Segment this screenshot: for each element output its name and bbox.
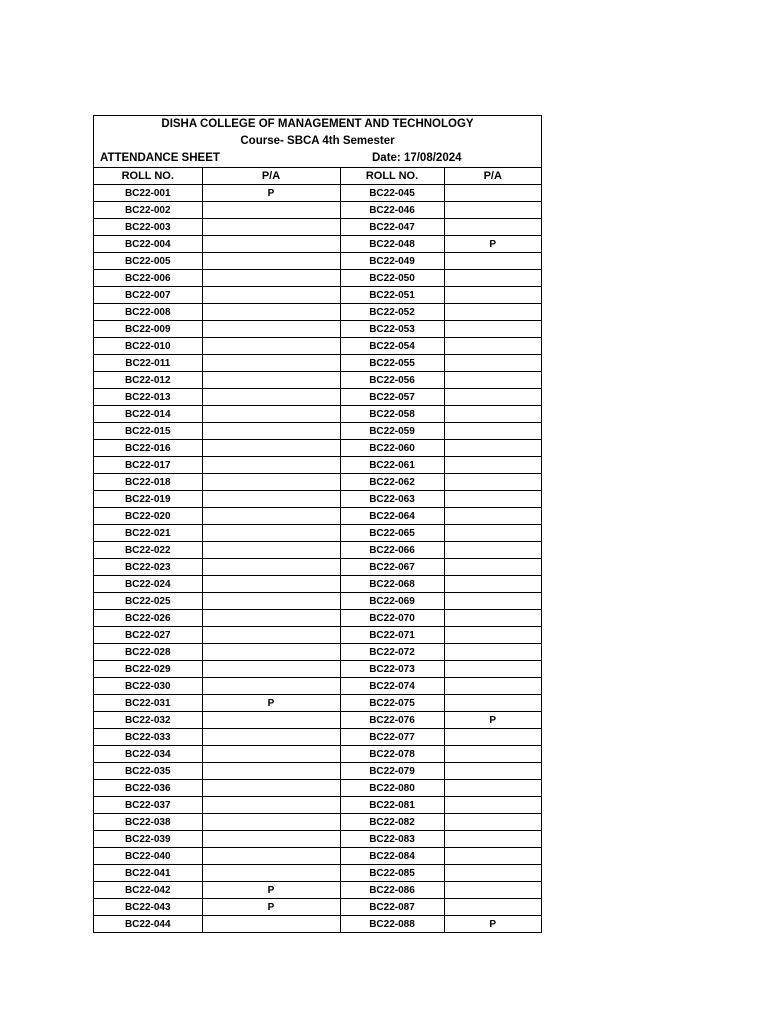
roll-no-cell: BC22-082 — [340, 814, 444, 831]
roll-no-cell: BC22-006 — [94, 270, 202, 287]
attendance-cell — [444, 780, 541, 797]
attendance-cell — [202, 355, 340, 372]
attendance-cell — [444, 338, 541, 355]
attendance-cell — [444, 372, 541, 389]
attendance-cell — [202, 729, 340, 746]
roll-no-cell: BC22-039 — [94, 831, 202, 848]
roll-no-cell: BC22-012 — [94, 372, 202, 389]
roll-no-cell: BC22-011 — [94, 355, 202, 372]
attendance-cell — [444, 763, 541, 780]
roll-no-cell: BC22-087 — [340, 899, 444, 916]
sheet-title: ATTENDANCE SHEET — [100, 152, 220, 164]
attendance-cell — [444, 525, 541, 542]
table-row — [94, 474, 541, 491]
attendance-cell — [202, 321, 340, 338]
attendance-cell — [202, 576, 340, 593]
roll-no-cell: BC22-060 — [340, 440, 444, 457]
column-header-pa: P/A — [444, 168, 541, 185]
attendance-cell — [444, 848, 541, 865]
sheet-date: Date: 17/08/2024 — [372, 152, 462, 164]
table-body — [94, 185, 541, 933]
attendance-cell — [202, 338, 340, 355]
roll-no-cell: BC22-076 — [340, 712, 444, 729]
attendance-cell — [202, 219, 340, 236]
roll-no-cell: BC22-047 — [340, 219, 444, 236]
roll-no-cell: BC22-052 — [340, 304, 444, 321]
attendance-cell — [202, 508, 340, 525]
roll-no-cell: BC22-051 — [340, 287, 444, 304]
attendance-cell — [444, 253, 541, 270]
roll-no-cell: BC22-084 — [340, 848, 444, 865]
table-row — [94, 644, 541, 661]
attendance-cell — [202, 253, 340, 270]
attendance-cell — [444, 831, 541, 848]
table-row — [94, 253, 541, 270]
roll-no-cell: BC22-056 — [340, 372, 444, 389]
table-row — [94, 916, 541, 933]
roll-no-cell: BC22-040 — [94, 848, 202, 865]
attendance-cell — [202, 287, 340, 304]
attendance-cell — [444, 542, 541, 559]
attendance-cell: P — [444, 712, 541, 729]
roll-no-cell: BC22-026 — [94, 610, 202, 627]
attendance-cell — [444, 695, 541, 712]
table-row — [94, 746, 541, 763]
attendance-cell — [444, 270, 541, 287]
attendance-cell — [202, 372, 340, 389]
roll-no-cell: BC22-009 — [94, 321, 202, 338]
attendance-cell — [444, 678, 541, 695]
attendance-cell: P — [202, 185, 340, 202]
roll-no-cell: BC22-035 — [94, 763, 202, 780]
attendance-cell — [202, 780, 340, 797]
attendance-cell — [202, 644, 340, 661]
table-row — [94, 236, 541, 253]
attendance-cell — [444, 746, 541, 763]
table-row — [94, 814, 541, 831]
table-row — [94, 270, 541, 287]
roll-no-cell: BC22-061 — [340, 457, 444, 474]
roll-no-cell: BC22-081 — [340, 797, 444, 814]
attendance-cell — [202, 797, 340, 814]
table-row — [94, 882, 541, 899]
attendance-cell — [202, 746, 340, 763]
roll-no-cell: BC22-029 — [94, 661, 202, 678]
roll-no-cell: BC22-068 — [340, 576, 444, 593]
attendance-cell — [444, 865, 541, 882]
roll-no-cell: BC22-083 — [340, 831, 444, 848]
attendance-cell — [202, 474, 340, 491]
attendance-cell — [444, 202, 541, 219]
attendance-cell — [444, 508, 541, 525]
table-row — [94, 729, 541, 746]
roll-no-cell: BC22-055 — [340, 355, 444, 372]
attendance-cell — [444, 287, 541, 304]
table-row — [94, 797, 541, 814]
roll-no-cell: BC22-054 — [340, 338, 444, 355]
roll-no-cell: BC22-041 — [94, 865, 202, 882]
attendance-cell — [444, 321, 541, 338]
table-row — [94, 712, 541, 729]
roll-no-cell: BC22-062 — [340, 474, 444, 491]
attendance-cell — [444, 355, 541, 372]
table-row — [94, 576, 541, 593]
attendance-sheet — [93, 115, 542, 933]
roll-no-cell: BC22-017 — [94, 457, 202, 474]
roll-no-cell: BC22-053 — [340, 321, 444, 338]
roll-no-cell: BC22-025 — [94, 593, 202, 610]
roll-no-cell: BC22-018 — [94, 474, 202, 491]
table-row — [94, 338, 541, 355]
roll-no-cell: BC22-071 — [340, 627, 444, 644]
attendance-cell — [444, 661, 541, 678]
attendance-cell — [202, 491, 340, 508]
attendance-cell — [444, 899, 541, 916]
attendance-cell — [202, 423, 340, 440]
roll-no-cell: BC22-013 — [94, 389, 202, 406]
roll-no-cell: BC22-037 — [94, 797, 202, 814]
roll-no-cell: BC22-063 — [340, 491, 444, 508]
roll-no-cell: BC22-028 — [94, 644, 202, 661]
roll-no-cell: BC22-085 — [340, 865, 444, 882]
attendance-cell — [202, 270, 340, 287]
attendance-cell — [202, 406, 340, 423]
table-row — [94, 440, 541, 457]
college-name: DISHA COLLEGE OF MANAGEMENT AND TECHNOLOGY — [161, 118, 474, 130]
table-row — [94, 593, 541, 610]
roll-no-cell: BC22-059 — [340, 423, 444, 440]
roll-no-cell: BC22-078 — [340, 746, 444, 763]
attendance-cell — [444, 406, 541, 423]
roll-no-cell: BC22-015 — [94, 423, 202, 440]
sheet-info-row — [94, 150, 541, 167]
attendance-cell — [202, 610, 340, 627]
attendance-cell — [444, 491, 541, 508]
column-header-roll-no: ROLL NO. — [340, 168, 444, 185]
attendance-cell — [202, 865, 340, 882]
roll-no-cell: BC22-022 — [94, 542, 202, 559]
attendance-cell — [444, 797, 541, 814]
table-row — [94, 423, 541, 440]
attendance-cell — [202, 763, 340, 780]
roll-no-cell: BC22-024 — [94, 576, 202, 593]
roll-no-cell: BC22-014 — [94, 406, 202, 423]
table-row — [94, 899, 541, 916]
roll-no-cell: BC22-044 — [94, 916, 202, 933]
attendance-cell: P — [444, 916, 541, 933]
attendance-cell — [444, 610, 541, 627]
table-row — [94, 763, 541, 780]
attendance-cell — [202, 525, 340, 542]
table-row — [94, 508, 541, 525]
table-row — [94, 406, 541, 423]
attendance-cell — [444, 474, 541, 491]
roll-no-cell: BC22-027 — [94, 627, 202, 644]
roll-no-cell: BC22-070 — [340, 610, 444, 627]
roll-no-cell: BC22-046 — [340, 202, 444, 219]
attendance-cell — [444, 185, 541, 202]
roll-no-cell: BC22-036 — [94, 780, 202, 797]
roll-no-cell: BC22-077 — [340, 729, 444, 746]
attendance-cell — [202, 627, 340, 644]
roll-no-cell: BC22-002 — [94, 202, 202, 219]
roll-no-cell: BC22-031 — [94, 695, 202, 712]
attendance-cell — [444, 729, 541, 746]
attendance-cell — [444, 814, 541, 831]
roll-no-cell: BC22-073 — [340, 661, 444, 678]
roll-no-cell: BC22-086 — [340, 882, 444, 899]
roll-no-cell: BC22-072 — [340, 644, 444, 661]
attendance-cell: P — [202, 695, 340, 712]
roll-no-cell: BC22-010 — [94, 338, 202, 355]
table-row — [94, 780, 541, 797]
attendance-cell — [202, 678, 340, 695]
table-row — [94, 457, 541, 474]
table-row — [94, 185, 541, 202]
attendance-cell — [444, 627, 541, 644]
roll-no-cell: BC22-069 — [340, 593, 444, 610]
attendance-cell — [444, 559, 541, 576]
attendance-cell — [202, 814, 340, 831]
table-row — [94, 559, 541, 576]
attendance-cell — [444, 457, 541, 474]
roll-no-cell: BC22-038 — [94, 814, 202, 831]
table-row — [94, 372, 541, 389]
attendance-cell: P — [202, 899, 340, 916]
attendance-cell: P — [202, 882, 340, 899]
table-row — [94, 389, 541, 406]
attendance-cell — [444, 423, 541, 440]
table-row — [94, 525, 541, 542]
attendance-cell: P — [444, 236, 541, 253]
table-row — [94, 491, 541, 508]
table-row — [94, 202, 541, 219]
attendance-cell — [202, 593, 340, 610]
attendance-cell — [202, 389, 340, 406]
table-row — [94, 831, 541, 848]
attendance-cell — [202, 661, 340, 678]
attendance-cell — [444, 882, 541, 899]
attendance-cell — [202, 202, 340, 219]
attendance-cell — [202, 712, 340, 729]
roll-no-cell: BC22-079 — [340, 763, 444, 780]
roll-no-cell: BC22-005 — [94, 253, 202, 270]
roll-no-cell: BC22-064 — [340, 508, 444, 525]
table-header-row — [94, 168, 541, 185]
table-row — [94, 287, 541, 304]
roll-no-cell: BC22-049 — [340, 253, 444, 270]
roll-no-cell: BC22-088 — [340, 916, 444, 933]
roll-no-cell: BC22-023 — [94, 559, 202, 576]
roll-no-cell: BC22-016 — [94, 440, 202, 457]
roll-no-cell: BC22-007 — [94, 287, 202, 304]
roll-no-cell: BC22-074 — [340, 678, 444, 695]
roll-no-cell: BC22-030 — [94, 678, 202, 695]
roll-no-cell: BC22-003 — [94, 219, 202, 236]
table-row — [94, 661, 541, 678]
attendance-cell — [202, 542, 340, 559]
table-row — [94, 219, 541, 236]
attendance-cell — [202, 559, 340, 576]
roll-no-cell: BC22-034 — [94, 746, 202, 763]
attendance-cell — [202, 457, 340, 474]
roll-no-cell: BC22-065 — [340, 525, 444, 542]
course-title: Course- SBCA 4th Semester — [240, 135, 395, 147]
column-header-pa: P/A — [202, 168, 340, 185]
roll-no-cell: BC22-043 — [94, 899, 202, 916]
table-row — [94, 355, 541, 372]
table-row — [94, 321, 541, 338]
attendance-cell — [444, 304, 541, 321]
table-row — [94, 865, 541, 882]
attendance-cell — [202, 848, 340, 865]
attendance-table — [94, 167, 541, 932]
roll-no-cell: BC22-001 — [94, 185, 202, 202]
attendance-cell — [202, 440, 340, 457]
roll-no-cell: BC22-050 — [340, 270, 444, 287]
roll-no-cell: BC22-045 — [340, 185, 444, 202]
table-row — [94, 542, 541, 559]
attendance-cell — [444, 593, 541, 610]
attendance-cell — [444, 576, 541, 593]
roll-no-cell: BC22-066 — [340, 542, 444, 559]
attendance-cell — [202, 916, 340, 933]
roll-no-cell: BC22-080 — [340, 780, 444, 797]
table-row — [94, 304, 541, 321]
table-row — [94, 695, 541, 712]
roll-no-cell: BC22-033 — [94, 729, 202, 746]
roll-no-cell: BC22-020 — [94, 508, 202, 525]
table-row — [94, 678, 541, 695]
roll-no-cell: BC22-032 — [94, 712, 202, 729]
roll-no-cell: BC22-067 — [340, 559, 444, 576]
attendance-cell — [444, 440, 541, 457]
attendance-cell — [444, 219, 541, 236]
roll-no-cell: BC22-019 — [94, 491, 202, 508]
attendance-cell — [202, 831, 340, 848]
table-row — [94, 610, 541, 627]
attendance-cell — [202, 304, 340, 321]
roll-no-cell: BC22-008 — [94, 304, 202, 321]
column-header-roll-no: ROLL NO. — [94, 168, 202, 185]
attendance-cell — [444, 389, 541, 406]
roll-no-cell: BC22-057 — [340, 389, 444, 406]
attendance-cell — [202, 236, 340, 253]
attendance-cell — [444, 644, 541, 661]
table-row — [94, 848, 541, 865]
roll-no-cell: BC22-048 — [340, 236, 444, 253]
roll-no-cell: BC22-042 — [94, 882, 202, 899]
table-row — [94, 627, 541, 644]
roll-no-cell: BC22-021 — [94, 525, 202, 542]
roll-no-cell: BC22-058 — [340, 406, 444, 423]
roll-no-cell: BC22-004 — [94, 236, 202, 253]
roll-no-cell: BC22-075 — [340, 695, 444, 712]
